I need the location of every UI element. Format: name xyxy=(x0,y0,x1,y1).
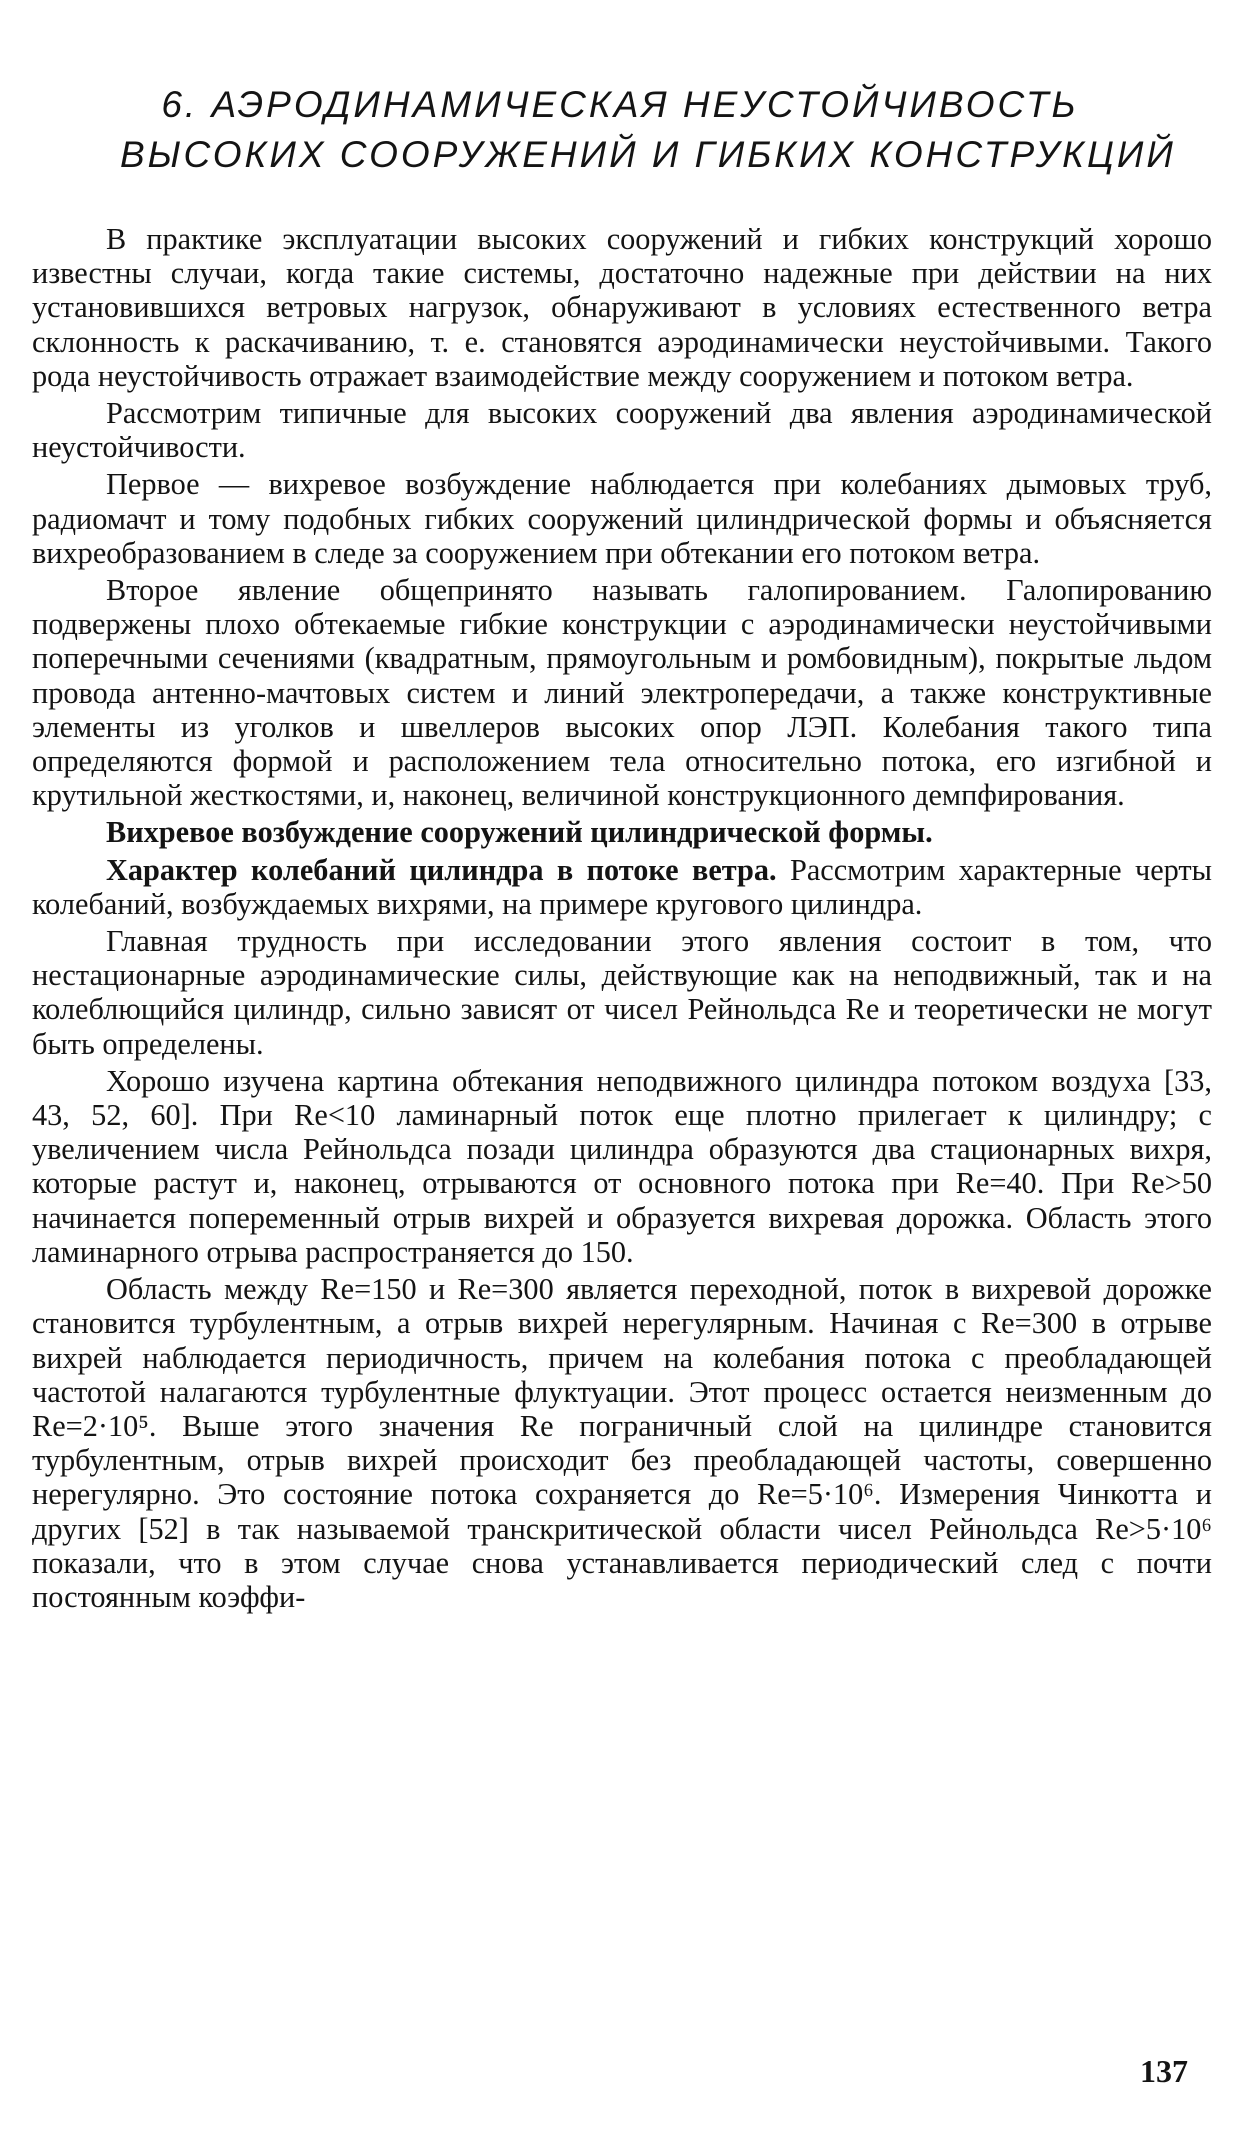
paragraph-2: Рассмотрим типичные для высоких сооружений два явления аэродинамической неустойчивости. xyxy=(32,396,1212,465)
paragraph-1: В практике эксплуатации высоких сооружений и гибких конструкций хорошо известны случаи, когда такие системы, достаточно надежные при действии на них установившихся ветровых нагрузок, обнаруживают в условиях естественного ветра склонность к раскачиванию, т. е. становятся аэродинамически неустойчивыми. Такого рода неустойчивость отражает взаимодействие между сооружением и потоком ветра. xyxy=(32,222,1212,393)
section-heading-line-1: 6. АЭРОДИНАМИЧЕСКАЯ НЕУСТОЙЧИВОСТЬ xyxy=(161,84,1079,125)
paragraph-7: Главная трудность при исследовании этого явления состоит в том, что нестационарные аэродинамические силы, действующие как на неподвижный, так и на колеблющийся цилиндр, сильно зависят от чисел Рейнольдса Re и теоретически не могут быть определены. xyxy=(32,924,1212,1061)
section-heading-line-2: ВЫСОКИХ СООРУЖЕНИЙ И ГИБКИХ КОНСТРУКЦИЙ xyxy=(120,134,1176,175)
paragraph-4: Второе явление общепринято называть галопированием. Галопированию подвержены плохо обтекаемые гибкие конструкции с аэродинамически неустойчивыми поперечными сечениями (квадратным, прямоугольным и ромбовидным), покрытые льдом провода антенно-мачтовых систем и линий электропередачи, а также конструктивные элементы из уголков и швеллеров высоких опор ЛЭП. Колебания такого типа определяются формой и расположением тела относительно потока, его изгибной и крутильной жесткостями, и, наконец, величиной конструкционного демпфирования. xyxy=(32,573,1212,813)
paragraph-8: Хорошо изучена картина обтекания неподвижного цилиндра потоком воздуха [33, 43, 52, 60]. При Re<10 ламинарный поток еще плотно прилегает к цилиндру; с увеличением числа Рейнольдса позади цилиндра образуются два стационарных вихря, которые растут и, наконец, отрываются от основного потока при Re=40. При Re>50 начинается попеременный отрыв вихрей и образуется вихревая дорожка. Область этого ламинарного отрыва распространяется до 150. xyxy=(32,1063,1212,1269)
paragraph-6-text: Рассмотрим характерные черты колебаний, возбуждаемых вихрями, на примере кругового цилиндра. xyxy=(32,852,1212,921)
paragraph-9: Область между Re=150 и Re=300 является переходной, поток в вихревой дорожке становится турбулентным, а отрыв вихрей нерегулярным. Начиная с Re=300 в отрыве вихрей наблюдается периодичность, причем на колебания потока с преобладающей частотой налагаются турбулентные флуктуации. Этот процесс остается неизменным до Re=2·10⁵. Выше этого значения Re пограничный слой на цилиндре становится турбулентным, отрыв вихрей происходит без преобладающей частоты, совершенно нерегулярно. Это состояние потока сохраняется до Re=5·10⁶. Измерения Чинкотта и других [52] в так называемой транскритической области чисел Рейнольдса Re>5·10⁶ показали, что в этом случае снова устанавливается периодический след с почти постоянным коэффи- xyxy=(32,1272,1212,1614)
paragraph-6-lead: Характер колебаний цилиндра в потоке ветра. xyxy=(106,852,777,887)
page-number: 137 xyxy=(1140,2053,1188,2089)
paragraph-6 xyxy=(32,853,1212,921)
subsection-heading: Вихревое возбуждение сооружений цилиндрической формы. xyxy=(106,815,933,850)
section-heading xyxy=(120,80,1176,180)
paragraph-3: Первое — вихревое возбуждение наблюдается при колебаниях дымовых труб, радиомачт и тому подобных гибких сооружений цилиндрической формы и объясняется вихреобразованием в следе за сооружением при обтекании его потоком ветра. xyxy=(32,467,1212,570)
body-text xyxy=(32,222,1212,1617)
